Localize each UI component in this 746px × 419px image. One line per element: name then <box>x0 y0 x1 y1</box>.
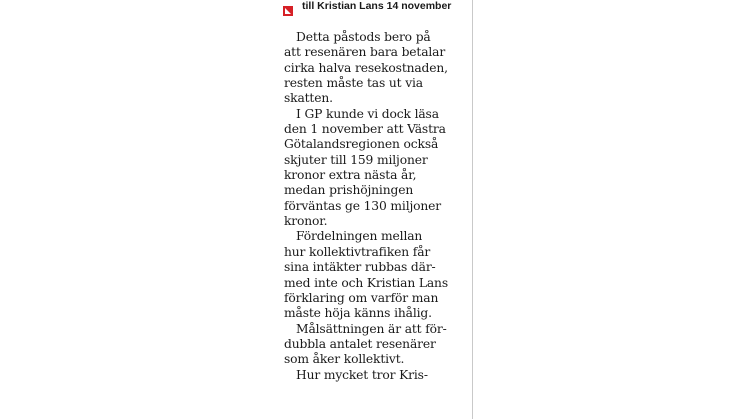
text-line: Detta påstods bero på <box>296 30 431 44</box>
text-line: dubbla antalet resenärer <box>284 336 436 351</box>
text-line: att resenären bara betalar <box>284 45 446 60</box>
text-line: I GP kunde vi dock läsa <box>296 106 439 121</box>
text-line: skatten. <box>284 91 333 106</box>
reply-label: till Kristian Lans 14 november <box>302 0 452 12</box>
column-divider <box>472 0 473 419</box>
reply-arrow-icon <box>283 1 293 11</box>
text-line: Fördelningen mellan <box>296 229 423 244</box>
text-line: med inte och Kristian Lans <box>284 275 448 290</box>
reply-header <box>283 0 451 12</box>
text-line: den 1 november att Västra <box>284 122 446 137</box>
text-line: skjuter till 159 miljoner <box>284 152 428 167</box>
text-line: förklaring om varför man <box>284 290 439 305</box>
text-line: kronor extra nästa år, <box>284 168 417 183</box>
article-body <box>284 30 466 383</box>
text-line: medan prishöjningen <box>284 183 414 198</box>
text-line: resten måste tas ut via <box>284 76 423 91</box>
text-line: Målsättningen är att för- <box>296 321 447 336</box>
text-line: Hur mycket tror Kris- <box>296 367 428 382</box>
text-line: sina intäkter rubbas där- <box>284 260 436 275</box>
text-line: kronor. <box>284 214 328 229</box>
text-line: Götalandsregionen också <box>284 137 439 152</box>
text-line: cirka halva resekostnaden, <box>284 60 448 75</box>
text-line: förväntas ge 130 miljoner <box>284 198 442 213</box>
text-line: måste höja känns ihålig. <box>284 306 432 321</box>
text-line: som åker kollektivt. <box>284 352 405 367</box>
text-line: hur kollektivtrafiken får <box>284 244 431 259</box>
